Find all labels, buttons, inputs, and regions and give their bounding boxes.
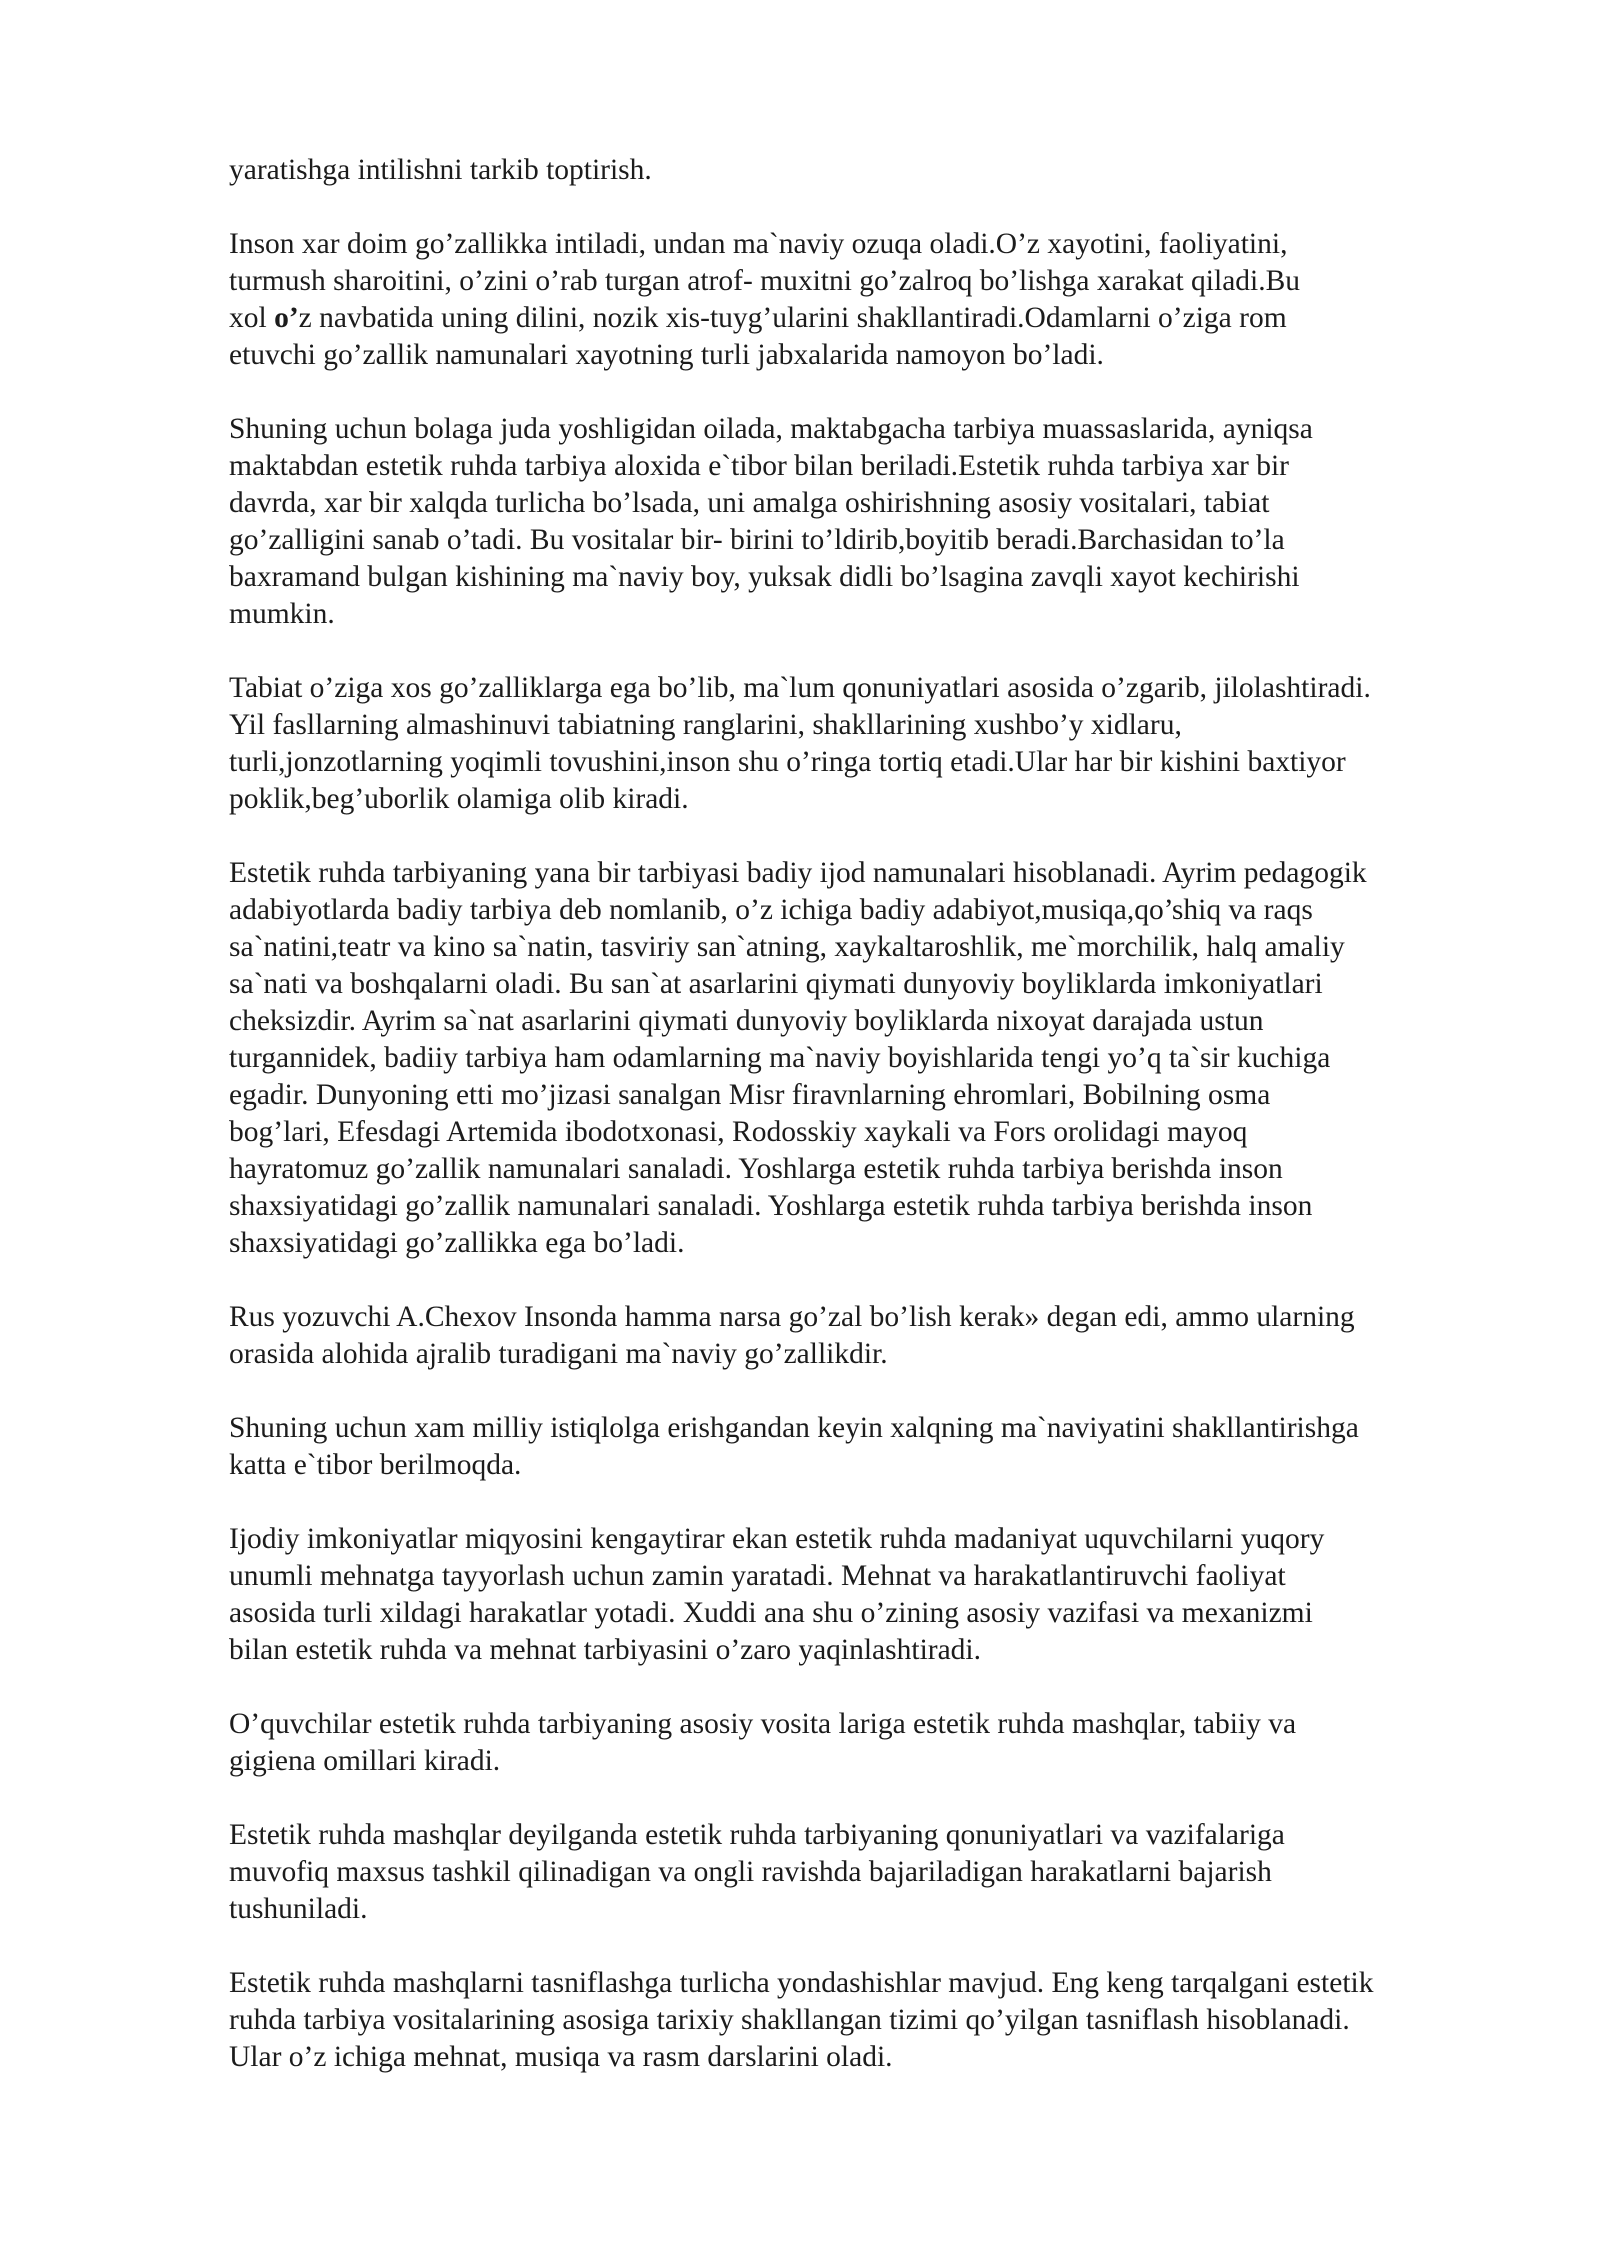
text-line: poklik,beg’uborlik olamiga olib kiradi. bbox=[229, 783, 689, 815]
text-line: muvofiq maxsus tashkil qilinadigan va ongli ravishda bajariladigan harakatlarni bajarish bbox=[229, 1856, 1272, 1888]
text-line: hayratomuz go’zallik namunalari sanaladi. Yoshlarga estetik ruhda tarbiya berishda inson bbox=[229, 1153, 1283, 1185]
text-line: shaxsiyatidagi go’zallik namunalari sanaladi. Yoshlarga estetik ruhda tarbiya berishda inson bbox=[229, 1190, 1313, 1222]
text-fragment: z navbatida uning dilini, nozik xis-tuyg’ularini shakllantiradi.Odamlarni o’ziga rom bbox=[298, 302, 1287, 334]
text-line: unumli mehnatga tayyorlash uchun zamin yaratadi. Mehnat va harakatlantiruvchi faoliyat bbox=[229, 1560, 1286, 1592]
paragraph bbox=[229, 1817, 1519, 1928]
text-line: ruhda tarbiya vositalarining asosiga tarixiy shakllangan tizimi qo’yilgan tasniflash hisoblanadi. bbox=[229, 2004, 1350, 2036]
text-line: Yil fasllarning almashinuvi tabiatning ranglarini, shakllarining xushbo’y xidlaru, bbox=[229, 709, 1182, 741]
text-line: sa`natini,teatr va kino sa`natin, tasviriy san`atning, xaykaltaroshlik, me`morchilik, halq amaliy bbox=[229, 931, 1345, 963]
paragraph bbox=[229, 152, 1519, 189]
text-line: Estetik ruhda mashqlar deyilganda estetik ruhda tarbiyaning qonuniyatlari va vazifalariga bbox=[229, 1819, 1285, 1851]
text-line: orasida alohida ajralib turadigani ma`naviy go’zallikdir. bbox=[229, 1338, 888, 1370]
text-line: etuvchi go’zallik namunalari xayotning turli jabxalarida namoyon bo’ladi. bbox=[229, 339, 1104, 371]
text-line: cheksizdir. Ayrim sa`nat asarlarini qiymati dunyoviy boyliklarda nixoyat darajada ustun bbox=[229, 1005, 1264, 1037]
text-line: yaratishga intilishni tarkib toptirish. bbox=[229, 154, 652, 186]
text-line-mixed bbox=[229, 300, 1519, 337]
text-line: Shuning uchun xam milliy istiqlolga erishgandan keyin xalqning ma`naviyatini shakllantirishga bbox=[229, 1412, 1359, 1444]
text-line: O’quvchilar estetik ruhda tarbiyaning asosiy vosita lariga estetik ruhda mashqlar, tabiiy va bbox=[229, 1708, 1297, 1740]
text-line: mumkin. bbox=[229, 598, 335, 630]
paragraph bbox=[229, 411, 1519, 633]
text-line: gigiena omillari kiradi. bbox=[229, 1745, 501, 1777]
paragraph bbox=[229, 1299, 1519, 1373]
text-line: asosida turli xildagi harakatlar yotadi. Xuddi ana shu o’zining asosiy vazifasi va mexanizmi bbox=[229, 1597, 1313, 1629]
document-page bbox=[229, 152, 1519, 2113]
text-line: maktabdan estetik ruhda tarbiya aloxida e`tibor bilan beriladi.Estetik ruhda tarbiya xar bir bbox=[229, 450, 1289, 482]
text-line: Inson xar doim go’zallikka intiladi, undan ma`naviy ozuqa oladi.O’z xayotini, faoliyatini, bbox=[229, 228, 1288, 260]
text-line: Ular o’z ichiga mehnat, musiqa va rasm darslarini oladi. bbox=[229, 2041, 893, 2073]
text-line: bog’lari, Efesdagi Artemida ibodotxonasi, Rodosskiy xaykali va Fors orolidagi mayoq bbox=[229, 1116, 1248, 1148]
text-line: egadir. Dunyoning etti mo’jizasi sanalgan Misr firavnlarning ehromlari, Bobilning osma bbox=[229, 1079, 1271, 1111]
text-line: baxramand bulgan kishining ma`naviy boy, yuksak didli bo’lsagina zavqli xayot kechirishi bbox=[229, 561, 1300, 593]
text-line: Shuning uchun bolaga juda yoshligidan oilada, maktabgacha tarbiya muassaslarida, ayniqsa bbox=[229, 413, 1313, 445]
text-line: go’zalligini sanab o’tadi. Bu vositalar bir- birini to’ldirib,boyitib beradi.Barchasidan to’la bbox=[229, 524, 1285, 556]
text-line: katta e`tibor berilmoqda. bbox=[229, 1449, 522, 1481]
text-line: Estetik ruhda tarbiyaning yana bir tarbiyasi badiy ijod namunalari hisoblanadi. Ayrim pedagogik bbox=[229, 857, 1367, 889]
paragraph bbox=[229, 1965, 1519, 2076]
paragraph bbox=[229, 226, 1519, 374]
text-line: adabiyotlarda badiy tarbiya deb nomlanib, o’z ichiga badiy adabiyot,musiqa,qo’shiq va raqs bbox=[229, 894, 1313, 926]
paragraph bbox=[229, 1521, 1519, 1669]
text-line: tushuniladi. bbox=[229, 1893, 368, 1925]
text-line: Rus yozuvchi A.Chexov Insonda hamma narsa go’zal bo’lish kerak» degan edi, ammo ularning bbox=[229, 1301, 1355, 1333]
text-line: Ijodiy imkoniyatlar miqyosini kengaytirar ekan estetik ruhda madaniyat uquvchilarni yuqory bbox=[229, 1523, 1325, 1555]
text-line: turmush sharoitini, o’zini o’rab turgan atrof- muxitni go’zalroq bo’lishga xarakat qiladi.Bu bbox=[229, 265, 1301, 297]
text-line: davrda, xar bir xalqda turlicha bo’lsada, uni amalga oshirishning asosiy vositalari, tabiat bbox=[229, 487, 1270, 519]
text-line: shaxsiyatidagi go’zallikka ega bo’ladi. bbox=[229, 1227, 685, 1259]
paragraph bbox=[229, 1410, 1519, 1484]
paragraph bbox=[229, 1706, 1519, 1780]
text-line: Estetik ruhda mashqlarni tasniflashga turlicha yondashishlar mavjud. Eng keng tarqalgani estetik bbox=[229, 1967, 1374, 1999]
text-line: Tabiat o’ziga xos go’zalliklarga ega bo’lib, ma`lum qonuniyatlari asosida o’zgarib, jilolashtiradi. bbox=[229, 672, 1371, 704]
text-line: sa`nati va boshqalarni oladi. Bu san`at asarlarini qiymati dunyoviy boyliklarda imkoniyatlari bbox=[229, 968, 1323, 1000]
text-line: turgannidek, badiiy tarbiya ham odamlarning ma`naviy boyishlarida tengi yo’q ta`sir kuchiga bbox=[229, 1042, 1331, 1074]
text-fragment: xol bbox=[229, 302, 275, 334]
bold-fragment: o’ bbox=[274, 302, 299, 334]
text-line: turli,jonzotlarning yoqimli tovushini,inson shu o’ringa tortiq etadi.Ular har bir kishini baxtiyor bbox=[229, 746, 1346, 778]
paragraph bbox=[229, 670, 1519, 818]
text-line: bilan estetik ruhda va mehnat tarbiyasini o’zaro yaqinlashtiradi. bbox=[229, 1634, 982, 1666]
paragraph bbox=[229, 855, 1519, 1262]
